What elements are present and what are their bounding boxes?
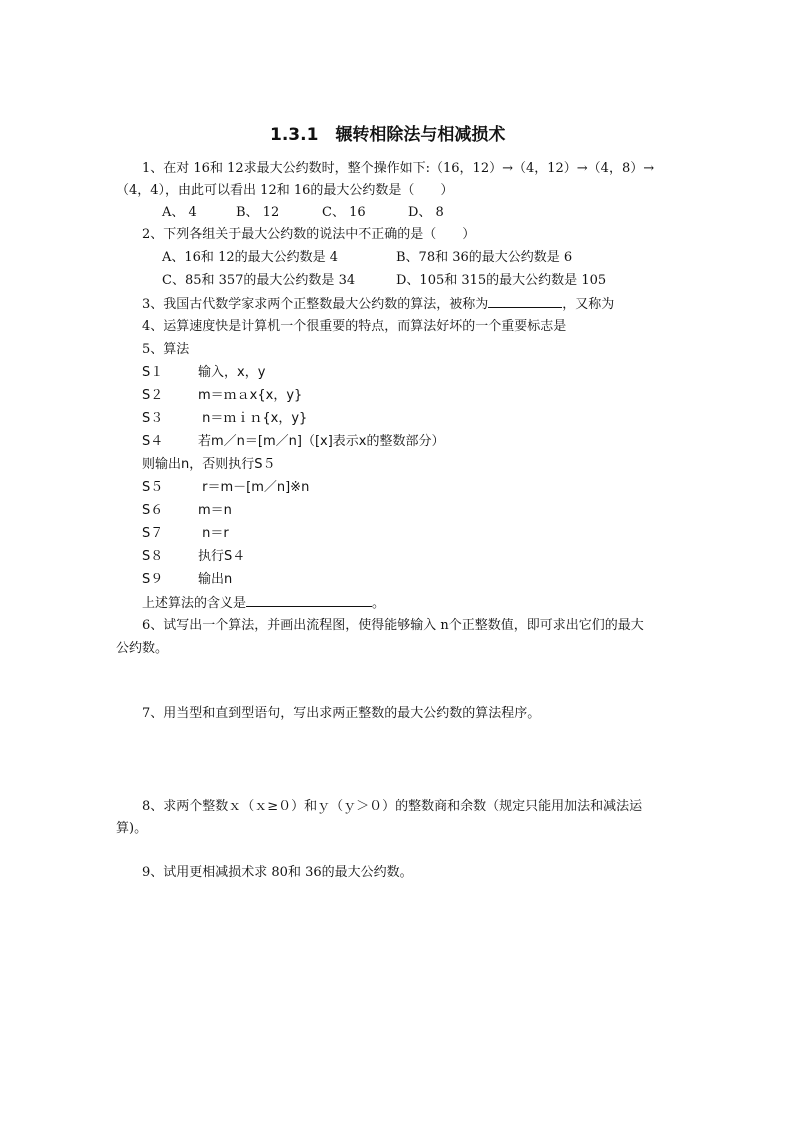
step-text: 输出n — [198, 572, 233, 587]
algorithm-step — [142, 502, 232, 520]
algorithm-step — [142, 410, 307, 428]
question-1-option-a: A、 4 — [162, 205, 197, 220]
algorithm-step — [142, 433, 444, 451]
step-text: m＝ｍａx{x，y} — [198, 388, 303, 403]
step-text: n＝ｍｉｎ{x，y} — [198, 411, 308, 426]
algorithm-step — [142, 525, 229, 543]
question-3-text-before: 3、我国古代数学家求两个正整数最大公约数的算法，被称为 — [142, 297, 489, 312]
step-text: m＝n — [198, 503, 232, 518]
question-3 — [142, 295, 614, 314]
algorithm-step — [142, 571, 232, 589]
question-6-line-2: 公约数。 — [116, 641, 169, 656]
question-8-line-2: 算)。 — [116, 821, 148, 836]
page-title: 1.3.1 辗转相除法与相减损术 — [270, 125, 506, 145]
question-7: 7、用当型和直到型语句，写出求两正整数的最大公约数的算法程序。 — [142, 706, 541, 721]
question-1-option-d: D、 8 — [408, 205, 444, 220]
meaning-text-after: 。 — [372, 596, 386, 611]
question-2-option-b: B、78和 36的最大公约数是 6 — [396, 250, 573, 265]
algorithm-step — [142, 364, 265, 382]
algorithm-step — [142, 387, 302, 405]
step-text: n＝r — [198, 526, 229, 541]
step-text: 输入，x，y — [198, 365, 266, 380]
question-1-line-2: （4，4），由此可以看出 12和 16的最大公约数是（ ） — [116, 183, 454, 198]
question-5-label: 5、算法 — [142, 342, 190, 357]
step-text: 执行S４ — [198, 549, 246, 564]
meaning-blank — [246, 594, 372, 607]
question-2-stem: 2、下列各组关于最大公约数的说法中不正确的是（ ） — [142, 227, 476, 242]
step-id: S７ — [142, 526, 164, 541]
question-3-blank — [488, 295, 562, 308]
question-9: 9、试用更相减损术求 80和 36的最大公约数。 — [142, 865, 413, 880]
step-id: S５ — [142, 480, 164, 495]
question-8-line-1: 8、求两个整数ｘ（ｘ≥０）和ｙ（ｙ＞０）的整数商和余数（规定只能用加法和减法运 — [142, 799, 643, 814]
question-1-option-c: C、 16 — [322, 205, 366, 220]
question-2-option-a: A、16和 12的最大公约数是 4 — [162, 250, 339, 265]
question-2-option-d: D、105和 315的最大公约数是 105 — [396, 273, 607, 288]
algorithm-continuation: 则输出n，否则执行S５ — [142, 457, 276, 472]
step-id: S６ — [142, 503, 164, 518]
step-id: S１ — [142, 365, 164, 380]
meaning-text-before: 上述算法的含义是 — [142, 596, 247, 611]
step-id: S９ — [142, 572, 164, 587]
algorithm-step — [142, 548, 245, 566]
question-1-option-b: B、 12 — [236, 205, 280, 220]
step-id: S３ — [142, 411, 164, 426]
algorithm-meaning — [142, 594, 385, 613]
question-4: 4、运算速度快是计算机一个很重要的特点，而算法好坏的一个重要标志是 — [142, 319, 567, 334]
step-text: 若m／n＝[m／n]（[x]表示x的整数部分） — [198, 434, 445, 449]
algorithm-step — [142, 479, 309, 497]
step-id: S８ — [142, 549, 164, 564]
step-id: S４ — [142, 434, 164, 449]
question-6-line-1: 6、试写出一个算法，并画出流程图，使得能够输入 n个正整数值，即可求出它们的最大 — [142, 618, 644, 633]
question-2-option-c: C、85和 357的最大公约数是 34 — [162, 273, 356, 288]
question-1-line-1: 1、在对 16和 12求最大公约数时，整个操作如下:（16，12）→（4，12）→（4，8）→ — [142, 161, 655, 176]
step-text: r＝m－[m／n]※n — [198, 480, 310, 495]
question-3-text-after: ，又称为 — [562, 297, 615, 312]
step-id: S２ — [142, 388, 164, 403]
